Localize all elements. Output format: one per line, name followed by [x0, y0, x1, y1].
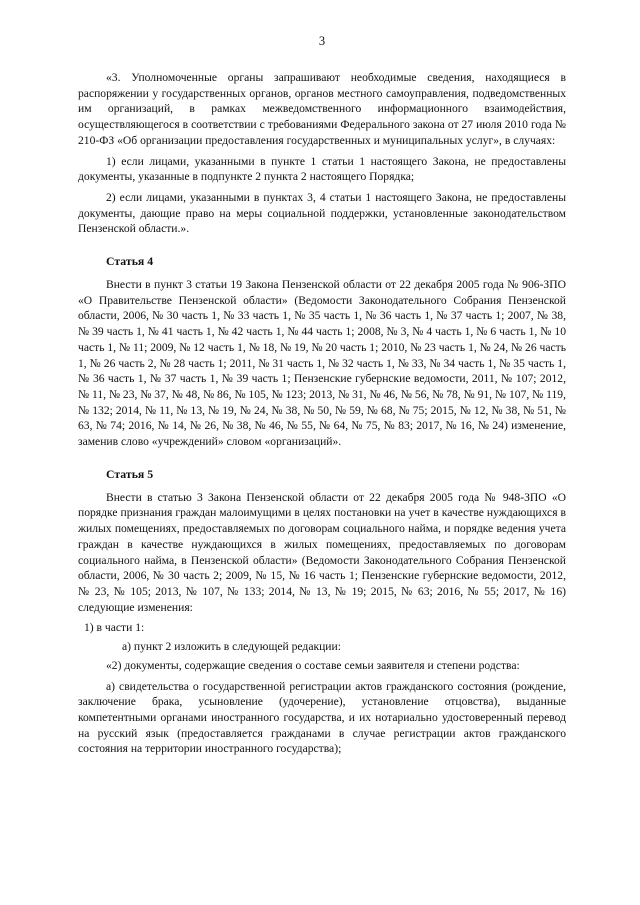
paragraph-documents: «2) документы, содержащие сведения о составе семьи заявителя и степени родства:: [106, 658, 520, 672]
paragraph-subclause-2: 2) если лицами, указанными в пунктах 3, 4 статьи 1 настоящего Закона, не предоставлены документы, дающие право на меры социальной поддержки, установленные законодательством Пензенской области.».: [78, 190, 566, 236]
article-4-text: Внести в пункт 3 статьи 19 Закона Пензенской области от 22 декабря 2005 года № 906-ЗПО «О Правительстве Пензенской области» (Ведомости Законодательного Собрания Пензенской области, 2006, № 30 часть 1, № 33 часть 1, № 35 часть 1, № 36 часть 1, № 37 часть 1; 2007, № 38, № 39 часть 1, № 41 часть 1, № 42 часть 1, № 44 часть 1; 2008, № 3, № 4 часть 1, № 6 часть 1, № 10 часть 1, № 11; 2009, № 12 часть 1, № 18, № 19, № 20 часть 1; 2010, № 23 часть 1, № 24, № 26 часть 1, № 26 часть 2, № 28 часть 1; 2011, № 31 часть 1, № 32 часть 1, № 33, № 34 часть 1, № 35 часть 1, № 36 часть 1, № 37 часть 1, № 39 часть 1; Пензенские губернские ведомости, 2011, № 107; 2012, № 11, № 23, № 37, № 48, № 86, № 105, № 123; 2013, № 31, № 46, № 56, № 78, № 91, № 107, № 119, № 132; 2014, № 11, № 13, № 19, № 24, № 38, № 50, № 59, № 68, № 75; 2015, № 12, № 38, № 51, № 63, № 74; 2016, № 14, № 26, № 38, № 46, № 55, № 64, № 75, № 83; 2017, № 16, № 24) изменение, заменив слово «учреждений» словом «организаций».: [78, 278, 566, 449]
article-4-heading: Статья 4: [106, 254, 154, 269]
paragraph-clause-3: «3. Уполномоченные органы запрашивают необходимые сведения, находящиеся в распоряжении у государственных органов, органов местного самоуправления, подведомственных им организаций, в рамках межведомственного информационного взаимодействия, осуществляющегося в соответствии с требованиями Федерального закона от 27 июля 2010 года № 210-ФЗ «Об организации предоставления государственных и муниципальных услуг», в случаях:: [78, 71, 566, 147]
article-5-item-1a: а) пункт 2 изложить в следующей редакции:: [122, 640, 341, 654]
page-number: 3: [318, 34, 326, 48]
paragraph-certificates: а) свидетельства о государственной регистрации актов гражданского состояния (рождение, заключение брака, усыновление (удочерение), установление отцовства), выданные компетентными органами иностранного государства, и их нотариально удостоверенный перевод на русский язык (предоставляется гражданами в случае регистрации актов гражданского состояния на территории иностранного государства);: [78, 679, 566, 756]
article-5-item-1: 1) в части 1:: [84, 621, 145, 635]
article-5-heading: Статья 5: [106, 466, 154, 481]
article-5-text: Внести в статью 3 Закона Пензенской области от 22 декабря 2005 года № 948-ЗПО «О порядке признания граждан малоимущими в целях постановки на учет в качестве нуждающихся в жилых помещениях, предоставляемых по договорам социального найма, и порядке ведения учета граждан в качестве нуждающихся в жилых помещениях, предоставляемых по договорам социального найма, в Пензенской области» (Ведомости Законодательного Собрания Пензенской области, 2006, № 30 часть 2; 2009, № 15, № 16 часть 1; Пензенские губернские ведомости, 2012, № 23, № 105; 2013, № 107, № 133; 2014, № 13, № 19; 2015, № 63; 2016, № 55; 2017, № 16) следующие изменения:: [78, 490, 566, 614]
paragraph-subclause-1: 1) если лицами, указанными в пункте 1 статьи 1 настоящего Закона, не предоставлены документы, указанные в подпункте 2 пункта 2 настоящего Порядка;: [78, 154, 566, 184]
document-body: [78, 70, 566, 762]
document-page: [78, 0, 566, 905]
